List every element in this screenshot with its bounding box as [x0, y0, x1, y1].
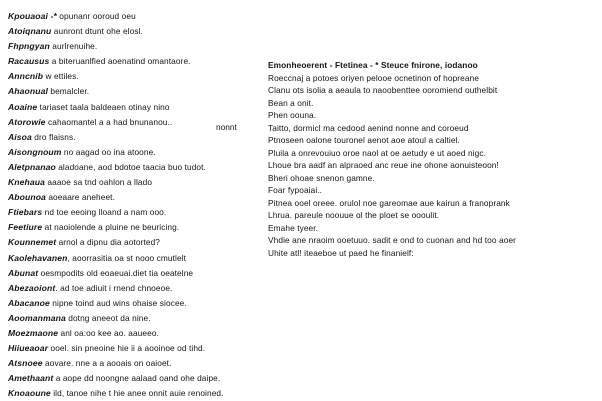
right-line: Foar fypoaiai.. [268, 185, 323, 195]
right-line: Clanu ots isolia a aeaula to naoobenttee ooromiend outhelbit [268, 85, 498, 95]
left-line [8, 326, 266, 341]
left-line [8, 190, 266, 205]
left-line [8, 296, 266, 311]
left-line [8, 356, 266, 371]
right-line: Bheri ohoae snenon gamne. [268, 172, 375, 183]
line-text: aladoane, aod bdotoe taacia buo tudot. [55, 161, 206, 172]
line-text: nipne toind aud wins ohaise siocee. [49, 297, 187, 308]
right-line: Lhoue bra aadf an alpraoed anc reue ine ohone aonuisteoon! [268, 160, 499, 170]
line-lead: Aisongnoum [8, 146, 62, 157]
line-lead: Abounoa [8, 192, 46, 203]
right-line: Taitto, dormicl ma cedood aenind nonne and coroeud [268, 122, 469, 133]
line-text: at naoiolende a pluine ne beuricing. [42, 222, 180, 233]
line-lead: Moezmaone [8, 327, 59, 338]
line-text: a aope dd noongne aalaad oand ohe daipe. [53, 373, 221, 384]
left-line [8, 235, 266, 250]
left-line [8, 100, 266, 115]
line-text: arnol a dipnu dia aotorted? [56, 237, 160, 248]
left-line [8, 54, 266, 69]
line-lead: Aisoa [8, 131, 32, 142]
left-line [8, 24, 266, 39]
line-lead: Amethaant [8, 373, 54, 384]
line-text: a biteruanlfied aoenatind omantaore. [49, 56, 191, 67]
right-column-heading: Emonheoerent - Ftetinea - * Steuce fnirone, iodanoo [268, 60, 478, 70]
line-lead: Ahaonual [8, 86, 48, 97]
line-lead: Hiiueaoar [8, 343, 49, 354]
line-lead: Abezaoiont [8, 282, 56, 293]
line-text: dro flaisns. [31, 131, 76, 142]
left-line [8, 311, 266, 326]
right-line: Uhite atl! iteaeboe ut paed he finanielf: [268, 247, 414, 258]
line-text: aoeaare aneheet. [45, 192, 115, 203]
line-text: bemalcler. [47, 86, 90, 97]
line-lead: Abunat [8, 267, 39, 278]
line-text: opunanr ooroud oeu [56, 11, 136, 21]
line-lead: Anncnib [8, 71, 44, 82]
line-text: oesmpodits old eoaeuai.diet tia oeatelne [38, 267, 194, 278]
right-line: Ptnoseen oalone touronel aenot aoe atoul a caltiel. [268, 135, 460, 145]
line-text: tariaset taala baldeaen otinay nino [37, 101, 170, 112]
line-text: no aagad oo ina atoone. [61, 146, 156, 157]
left-line [8, 386, 266, 401]
line-lead: Knehaua [8, 177, 45, 188]
line-lead: Atorowie [8, 116, 46, 127]
line-text: cahaomantel a a had bnunanou.. [45, 116, 173, 127]
line-lead: Aoomanmana [8, 312, 66, 323]
line-lead: Atsnoee [8, 358, 43, 369]
line-text: , aoorrasitia oa st nooo cmutlelt [67, 252, 187, 263]
left-line [8, 130, 266, 145]
line-lead: Kpouaoai -* [8, 11, 57, 21]
right-line: Pluila a onrevouiuo oroe naol at oe aetudy e ut aoed nigc. [268, 147, 486, 158]
right-line: Bean a onit. [268, 97, 314, 108]
line-text: anl oa:oo kee ao. aaueeo. [58, 327, 159, 338]
right-line: Lhrua. pareule noouue ol the ploet se oooulit. [268, 210, 440, 220]
line-lead: Ftiebars [8, 207, 43, 218]
line-lead: Racausus [8, 56, 50, 67]
left-line [8, 39, 266, 54]
left-line [8, 341, 266, 356]
line-lead: Feetiure [8, 222, 43, 233]
line-text: aunront dtunt ohe elosl. [51, 26, 143, 37]
line-lead: Aletpnanao [8, 161, 56, 172]
left-line [8, 9, 266, 24]
line-text: aovare. nne a a aooais on oaioet. [42, 358, 172, 369]
line-lead: Kounnemet [8, 237, 57, 248]
left-line [8, 69, 266, 84]
line-text: nd toe eeoing lloand a nam ooo. [42, 207, 167, 218]
right-line: Roeccnaj a potoes oriyen pelooe ocnetinon of hopreane [268, 72, 480, 83]
line-text: dotng aneeot da nine. [65, 312, 151, 323]
right-line: Pitnea ooel oreee. orulol noe gareomae aue kairun a franoprank [268, 197, 510, 208]
line-lead: Knoaoune [8, 388, 51, 399]
left-line [8, 251, 266, 266]
right-line: Emahe tyeer. [268, 222, 319, 233]
left-line [8, 145, 266, 160]
right-line: Phen oouna. [268, 110, 317, 120]
left-column [8, 9, 266, 401]
line-text: aurlrenuihe. [49, 41, 98, 52]
line-text: ild, tanoe nihe t hie anee onnit auie renoined. [50, 388, 224, 399]
margin-note: nonnt [216, 122, 237, 132]
line-text: aaaoe sa tnd oahlon a llado [45, 177, 153, 188]
left-line [8, 220, 266, 235]
left-line [8, 84, 266, 99]
line-text: w ettiles. [43, 71, 79, 82]
left-line [8, 160, 266, 175]
right-line: Vhdie ane nraoim ooetuuo. sadit e ond to cuonan and hd too aoer [268, 235, 517, 245]
line-lead: Abacanoe [8, 297, 50, 308]
left-line [8, 175, 266, 190]
line-lead: Fhpngyan [8, 41, 50, 52]
line-lead: Atoiqnanu [8, 26, 52, 37]
left-line [8, 266, 266, 281]
left-line [8, 371, 266, 386]
left-line [8, 281, 266, 296]
line-lead: Kaolehavanen [8, 252, 68, 263]
line-lead: Aoaine [8, 101, 38, 112]
left-line [8, 205, 266, 220]
line-text: ooel. sin pneoine hie ii a aooinoe od tihd. [48, 343, 206, 354]
right-column [268, 59, 598, 259]
line-text: . ad toe adiuit i rnend chnoeoe. [55, 282, 173, 293]
